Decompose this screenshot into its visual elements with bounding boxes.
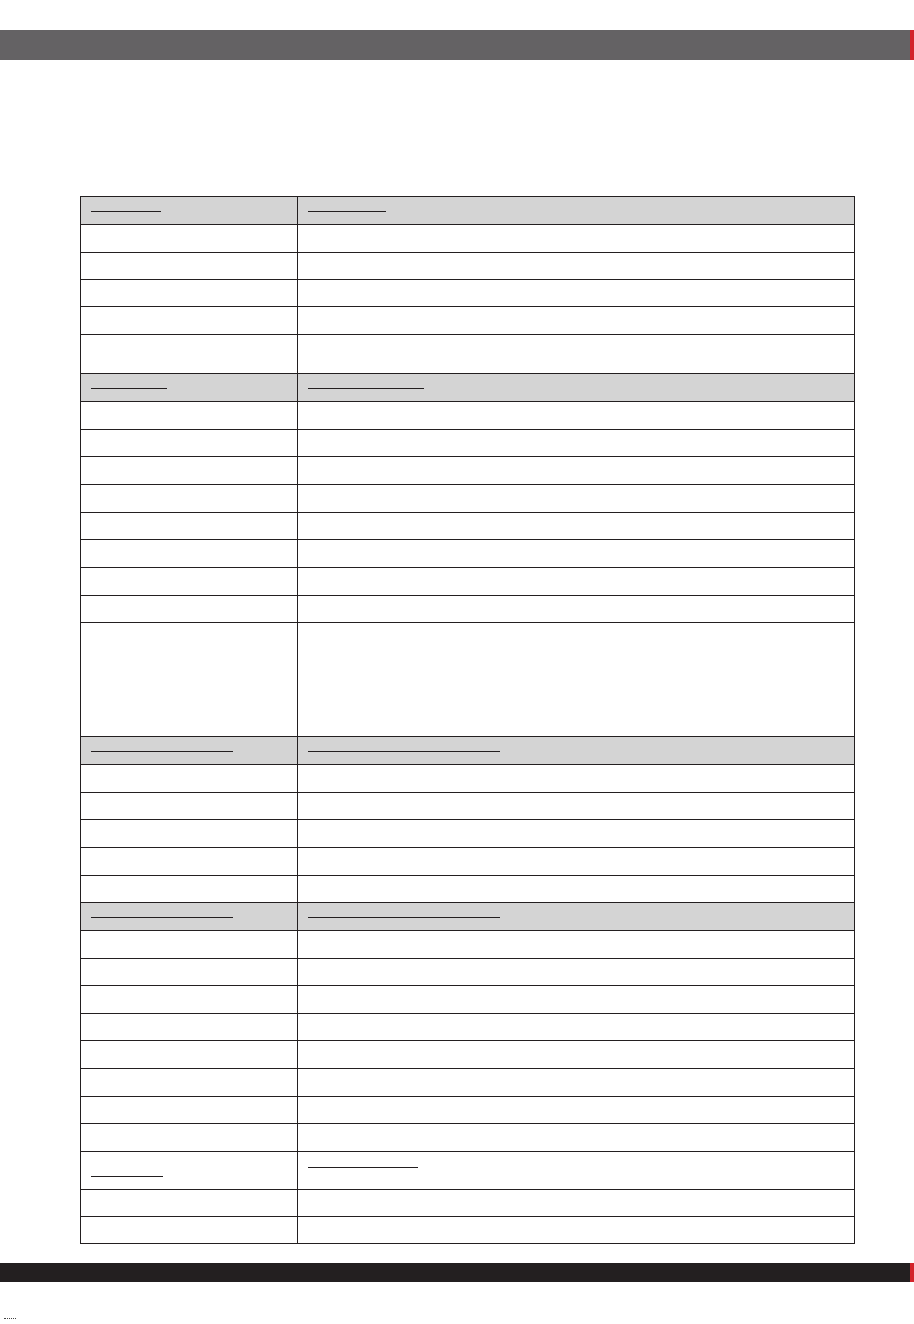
table-row [81, 596, 855, 623]
value-cell [298, 596, 855, 623]
label-cell [81, 307, 298, 335]
label-cell [81, 876, 298, 903]
label-cell [81, 623, 298, 737]
table-row [81, 848, 855, 876]
value-cell [298, 485, 855, 513]
underline-rule [308, 751, 500, 752]
label-cell [81, 568, 298, 596]
table-section-header [81, 197, 855, 225]
underline-rule [308, 1167, 418, 1168]
table-row [81, 1124, 855, 1152]
underline-rule [91, 388, 167, 389]
table-row [81, 1014, 855, 1041]
value-cell [298, 623, 855, 737]
table-row [81, 876, 855, 903]
table-row [81, 402, 855, 430]
label-cell [81, 1041, 298, 1069]
label-cell [81, 1014, 298, 1041]
label-cell [81, 1069, 298, 1097]
label-cell [81, 485, 298, 513]
label-cell [81, 1190, 298, 1217]
underline-rule [308, 917, 500, 918]
underline-rule [91, 751, 233, 752]
label-cell [81, 457, 298, 485]
value-cell [298, 374, 855, 402]
underline-rule [91, 917, 233, 918]
table-row [81, 1097, 855, 1124]
spec-table-body [81, 197, 855, 1244]
label-cell [81, 225, 298, 253]
label-cell [81, 280, 298, 307]
label-cell [81, 335, 298, 374]
table-row [81, 820, 855, 848]
value-cell [298, 1190, 855, 1217]
label-cell [81, 903, 298, 931]
value-cell [298, 903, 855, 931]
underline-rule [308, 388, 424, 389]
label-cell [81, 430, 298, 457]
value-cell [298, 737, 855, 765]
label-cell [81, 986, 298, 1014]
table-section-header [81, 374, 855, 402]
value-cell [298, 307, 855, 335]
bottom-banner [0, 1263, 910, 1282]
value-cell [298, 765, 855, 793]
table-row [81, 485, 855, 513]
value-cell [298, 253, 855, 280]
table-section-header [81, 737, 855, 765]
label-cell [81, 793, 298, 820]
value-cell [298, 225, 855, 253]
label-cell [81, 402, 298, 430]
table-row [81, 793, 855, 820]
value-cell [298, 1041, 855, 1069]
label-cell [81, 1124, 298, 1152]
value-cell [298, 197, 855, 225]
value-cell [298, 280, 855, 307]
value-cell [298, 1217, 855, 1244]
table-row [81, 307, 855, 335]
table-row [81, 765, 855, 793]
table-row [81, 280, 855, 307]
label-cell [81, 820, 298, 848]
value-cell [298, 430, 855, 457]
table-row [81, 430, 855, 457]
table-row [81, 1190, 855, 1217]
label-cell [81, 513, 298, 540]
table-row [81, 225, 855, 253]
table-row [81, 335, 855, 374]
label-cell [81, 931, 298, 959]
label-cell [81, 197, 298, 225]
label-cell [81, 253, 298, 280]
value-cell [298, 1152, 855, 1190]
bottom-accent-mark [910, 1263, 914, 1282]
value-cell [298, 959, 855, 986]
value-cell [298, 1097, 855, 1124]
top-banner [0, 30, 910, 60]
value-cell [298, 876, 855, 903]
top-accent-mark [910, 30, 914, 60]
label-cell [81, 959, 298, 986]
value-cell [298, 986, 855, 1014]
table-section-header [81, 903, 855, 931]
value-cell [298, 1124, 855, 1152]
table-row [81, 568, 855, 596]
table-row [81, 986, 855, 1014]
value-cell [298, 820, 855, 848]
underline-rule [91, 1176, 163, 1177]
table-row [81, 457, 855, 485]
value-cell [298, 540, 855, 568]
label-cell [81, 1152, 298, 1190]
value-cell [298, 402, 855, 430]
page-corner-mark [4, 1318, 16, 1322]
table-row [81, 623, 855, 737]
table-row [81, 1069, 855, 1097]
value-cell [298, 457, 855, 485]
value-cell [298, 1014, 855, 1041]
value-cell [298, 793, 855, 820]
label-cell [81, 765, 298, 793]
label-cell [81, 848, 298, 876]
value-cell [298, 568, 855, 596]
spec-table [80, 196, 855, 1244]
label-cell [81, 1217, 298, 1244]
table-row [81, 959, 855, 986]
label-cell [81, 374, 298, 402]
value-cell [298, 513, 855, 540]
value-cell [298, 335, 855, 374]
table-section-header [81, 1152, 855, 1190]
table-row [81, 253, 855, 280]
underline-rule [308, 211, 386, 212]
value-cell [298, 1069, 855, 1097]
table-row [81, 1041, 855, 1069]
value-cell [298, 931, 855, 959]
table-row [81, 540, 855, 568]
table-row [81, 513, 855, 540]
value-cell [298, 848, 855, 876]
table-row [81, 931, 855, 959]
underline-rule [91, 211, 161, 212]
label-cell [81, 540, 298, 568]
label-cell [81, 737, 298, 765]
label-cell [81, 596, 298, 623]
table-row [81, 1217, 855, 1244]
label-cell [81, 1097, 298, 1124]
